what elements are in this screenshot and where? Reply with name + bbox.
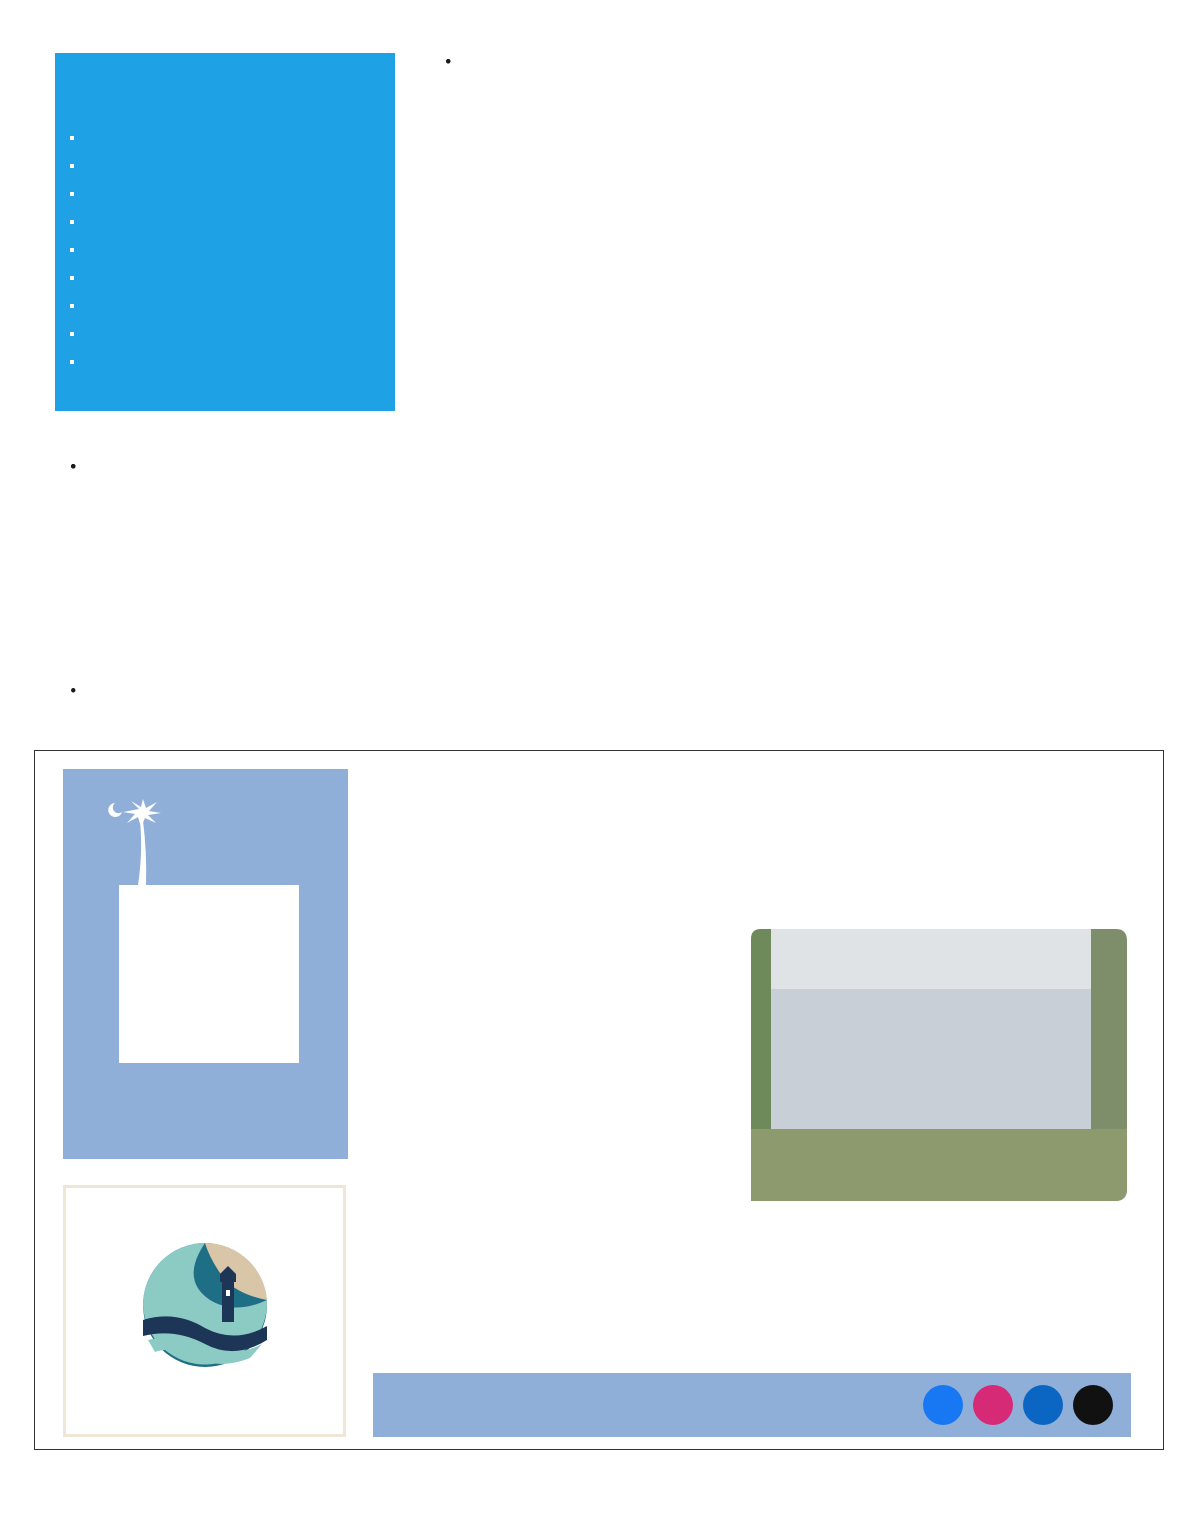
conference-panel (63, 1185, 346, 1437)
instagram-icon[interactable] (973, 1385, 1013, 1425)
references (806, 50, 1146, 52)
qr-code-image (119, 885, 299, 1063)
group-photo (751, 929, 1127, 1201)
scapa-advertisement (34, 750, 1164, 1450)
lighthouse-logo-icon (140, 1240, 270, 1370)
qr-code[interactable] (119, 885, 299, 1063)
flavor-box (55, 53, 395, 411)
qr-panel (63, 769, 348, 1159)
visit-banner[interactable] (373, 1373, 1131, 1437)
palmetto-logo-icon (101, 797, 171, 887)
facebook-icon[interactable] (923, 1385, 963, 1425)
x-icon[interactable] (1073, 1385, 1113, 1425)
linkedin-icon[interactable] (1023, 1385, 1063, 1425)
